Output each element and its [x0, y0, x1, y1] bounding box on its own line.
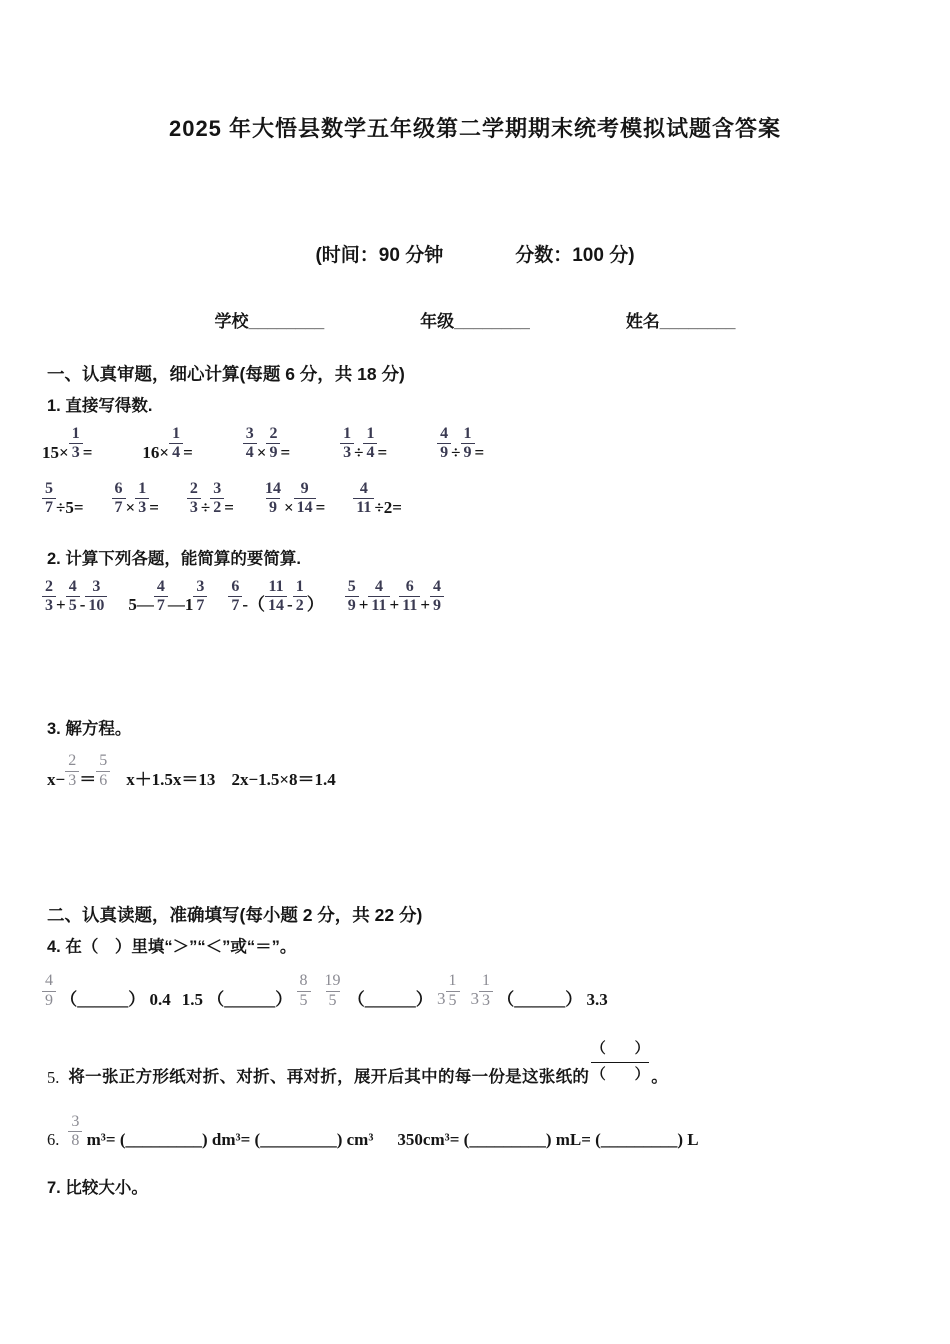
expression — [340, 425, 387, 463]
math-text: = — [377, 442, 388, 462]
section2-heading: 二、认真读题，准确填写(每小题 2 分，共 22 分) — [47, 905, 423, 926]
fraction: $\frac{4}{11}$ — [368, 578, 389, 616]
math-text: ÷5= — [56, 497, 84, 517]
math-text: - — [79, 595, 86, 615]
expression — [437, 425, 484, 463]
q7-label: 7. 比较大小。 — [47, 1179, 148, 1198]
fraction: $\frac{6}{7}$ — [228, 578, 242, 616]
fraction: $\frac{2}{3}$ — [187, 480, 201, 518]
expression — [182, 972, 311, 1010]
fraction: $\frac{1}{4}$ — [169, 425, 183, 463]
school-field: 学校________ — [214, 312, 325, 331]
expression — [42, 578, 107, 616]
math-text: x＋1.5x＝13 — [126, 770, 216, 790]
page-title: 2025 年大悟县数学五年级第二学期期末统考模拟试题含答案 — [168, 116, 782, 141]
expression — [47, 1037, 668, 1089]
math-text: + — [420, 595, 431, 615]
expression — [262, 480, 325, 518]
math-text: = — [82, 442, 93, 462]
name-field: 姓名________ — [625, 312, 736, 331]
math-text: = — [149, 497, 159, 517]
q4-label: 4. 在（ ）里填“＞”“＜”或“＝”。 — [47, 938, 297, 957]
fraction: $\frac{5}{9}$ — [345, 578, 359, 616]
fraction: $\frac{1}{2}$ — [293, 578, 307, 616]
math-text: ） — [306, 595, 324, 615]
expression — [42, 480, 84, 518]
math-text: × — [125, 497, 136, 517]
fraction: $\frac{1}{4}$ — [363, 425, 377, 463]
math-text: ＝ — [79, 770, 97, 790]
expression — [128, 578, 207, 616]
math-text: m³= (_________) dm³= (_________) cm³ — [82, 1130, 374, 1150]
fraction: $\frac{6}{11}$ — [399, 578, 420, 616]
math-text: 350cm³= (_________) mL= (_________) L — [397, 1130, 699, 1150]
expression — [47, 1113, 699, 1151]
fraction: $\frac{1}{3}$ — [135, 480, 149, 518]
fraction: $\frac{4}{9}$ — [42, 972, 56, 1010]
fraction: $\frac{2}{3}$ — [65, 752, 79, 790]
section1-heading: 一、认真审题，细心计算(每题 6 分，共 18 分) — [47, 364, 405, 384]
fraction: $\frac{1}{3}$ — [340, 425, 354, 463]
math-text: 5. — [47, 1068, 60, 1088]
expression — [243, 425, 290, 463]
fraction: $\frac{4}{5}$ — [66, 578, 80, 616]
math-text: 15× — [42, 442, 69, 462]
math-text: 1.5 （______） — [181, 989, 297, 1009]
math-text: x− — [47, 770, 66, 790]
student-fields — [0, 307, 950, 332]
math-text: + — [358, 595, 369, 615]
math-text: × — [256, 442, 267, 462]
math-text: 5— — [128, 595, 154, 615]
time-label: (时间：90 分钟 — [315, 245, 444, 266]
expression — [353, 480, 402, 518]
fraction: $\frac{4}{9}$ — [437, 425, 451, 463]
expression — [231, 771, 335, 790]
math-text: （______） 0.4 — [56, 989, 171, 1009]
math-text: （______） — [343, 989, 437, 1009]
fraction: $\frac{1}{3}$ — [69, 425, 83, 463]
math-text: 2x−1.5×8＝1.4 — [231, 770, 336, 790]
fraction: $\frac{6}{7}$ — [112, 480, 126, 518]
math-text: ÷ — [451, 442, 461, 462]
blank-fraction: （ ） （ ） — [591, 1037, 649, 1089]
fraction: $\frac{9}{14}$ — [294, 480, 316, 518]
expression — [42, 425, 92, 463]
math-text: -（ — [242, 595, 266, 615]
math-text: 16× — [142, 442, 170, 462]
math-text: ÷ — [354, 442, 364, 462]
expression — [42, 972, 171, 1010]
math-text: + — [389, 595, 400, 615]
mixed-number: 3 $\frac{1}{5}$ — [437, 972, 460, 1010]
fraction: $\frac{19}{5}$ — [324, 972, 341, 1009]
fraction: $\frac{5}{7}$ — [42, 480, 56, 518]
expression — [322, 972, 460, 1010]
fraction: $\frac{5}{6}$ — [96, 752, 110, 790]
expression — [47, 752, 110, 790]
score-label: 分数：100 分) — [515, 245, 635, 266]
math-text: ÷ — [200, 497, 211, 517]
fraction: $\frac{4}{9}$ — [430, 578, 444, 616]
expression — [126, 771, 215, 790]
fraction: $\frac{4}{7}$ — [154, 578, 168, 616]
math-text: 将一张正方形纸对折、对折、再对折，展开后其中的每一份是这张纸的 — [68, 1068, 590, 1087]
expression — [471, 972, 608, 1010]
fraction: $\frac{2}{3}$ — [42, 578, 56, 616]
q1-row-2 — [42, 480, 950, 518]
fraction: $\frac{3}{7}$ — [193, 578, 207, 616]
fraction: $\frac{4}{11}$ — [353, 480, 374, 518]
math-text: = — [183, 442, 193, 462]
expression — [345, 578, 444, 616]
fraction: $\frac{14}{9}$ — [264, 479, 281, 517]
fraction: $\frac{1}{9}$ — [461, 425, 475, 463]
fraction: $\frac{2}{9}$ — [266, 425, 280, 463]
math-text: （______） 3.3 — [493, 989, 608, 1009]
q2-label: 2. 计算下列各题，能简算的要简算. — [47, 549, 301, 568]
fraction: $\frac{3}{10}$ — [85, 578, 107, 616]
grade-field: 年级________ — [420, 312, 530, 331]
q4-row — [42, 972, 950, 1010]
fraction: $\frac{8}{5}$ — [297, 972, 311, 1010]
math-text: 6. — [47, 1129, 60, 1149]
math-text: = — [280, 442, 291, 462]
math-text: = — [315, 497, 326, 517]
exam-meta — [0, 240, 950, 267]
q2-row — [42, 578, 950, 616]
math-text: × — [283, 497, 294, 517]
math-text: = — [224, 497, 234, 517]
fraction: $\frac{3}{4}$ — [243, 425, 257, 463]
fraction: $\frac{3}{2}$ — [210, 480, 224, 518]
q5-row — [47, 1037, 950, 1089]
expression — [228, 578, 323, 616]
mixed-number: 3 $\frac{1}{3}$ — [471, 972, 494, 1010]
expression — [187, 480, 234, 518]
math-text: = — [474, 442, 485, 462]
fraction: $\frac{3}{8}$ — [68, 1113, 82, 1151]
math-text: ÷2= — [374, 497, 402, 517]
q1-row-1 — [42, 425, 950, 463]
fraction: $\frac{11}{14}$ — [265, 578, 287, 616]
q1-label: 1. 直接写得数. — [47, 397, 153, 415]
q3-label: 3. 解方程。 — [47, 720, 132, 739]
expression — [142, 425, 192, 463]
q6-row — [47, 1113, 950, 1151]
q3-row — [47, 752, 950, 790]
math-text: 。 — [651, 1068, 668, 1087]
expression — [112, 480, 159, 518]
math-text: + — [56, 595, 66, 615]
math-text: —1 — [167, 595, 194, 615]
math-text: - — [287, 595, 293, 615]
